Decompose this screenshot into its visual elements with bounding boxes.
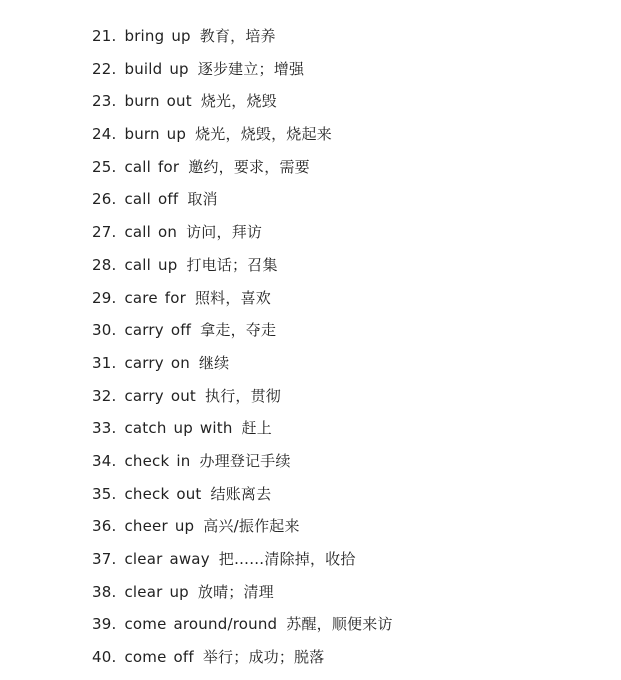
item-meaning: 逐步建立；增强: [197, 59, 305, 78]
item-number: 27.: [92, 223, 117, 242]
item-phrase: bring up: [124, 27, 191, 45]
item-number: 22.: [92, 59, 117, 78]
item-meaning: 打电话；召集: [186, 255, 278, 274]
item-number: 28.: [92, 255, 117, 274]
list-item: [92, 183, 393, 216]
list-item: [92, 314, 393, 347]
item-meaning: 放晴；清理: [197, 582, 274, 601]
list-item: [92, 85, 393, 118]
item-meaning: 苏醒，顺便来访: [286, 615, 393, 634]
item-number: 38.: [92, 582, 117, 601]
item-phrase: clear away: [124, 550, 210, 568]
item-phrase: check in: [124, 451, 191, 470]
list-item: [92, 608, 393, 641]
item-phrase: cheer up: [124, 517, 195, 536]
item-meaning: 邀约，要求，需要: [188, 157, 310, 176]
list-item: [92, 412, 393, 445]
list-item: [92, 478, 393, 511]
item-phrase: carry out: [124, 386, 196, 405]
item-number: 35.: [92, 484, 117, 503]
list-item: [92, 543, 393, 576]
item-phrase: call up: [124, 255, 178, 274]
item-phrase: come around/round: [124, 615, 278, 634]
item-number: 26.: [92, 190, 117, 209]
item-phrase: build up: [124, 59, 189, 78]
list-item: [92, 641, 393, 674]
item-phrase: come off: [124, 648, 194, 667]
item-meaning: 烧光，烧毁: [200, 92, 277, 111]
list-item: [92, 53, 393, 86]
item-meaning: 把……清除掉，收拾: [218, 550, 356, 568]
item-number: 32.: [92, 386, 117, 405]
list-item: [92, 151, 393, 184]
item-phrase: catch up with: [124, 419, 233, 438]
item-phrase: burn up: [124, 125, 187, 144]
item-number: 37.: [92, 550, 117, 568]
list-item: [92, 20, 393, 53]
item-phrase: clear up: [124, 582, 189, 601]
item-meaning: 拿走，夺走: [200, 321, 277, 340]
item-number: 30.: [92, 321, 117, 340]
item-number: 36.: [92, 517, 117, 536]
item-phrase: carry on: [124, 353, 190, 372]
item-phrase: call off: [124, 190, 179, 209]
list-item: [92, 576, 393, 609]
item-meaning: 继续: [198, 353, 230, 372]
item-meaning: 烧光，烧毁，烧起来: [195, 125, 332, 144]
item-meaning: 举行；成功；脱落: [202, 648, 325, 667]
item-meaning: 执行，贯彻: [205, 386, 282, 405]
list-item: [92, 445, 393, 478]
item-number: 25.: [92, 157, 117, 176]
item-number: 29.: [92, 288, 117, 307]
item-meaning: 办理登记手续: [199, 451, 291, 470]
item-number: 39.: [92, 615, 117, 634]
list-item: [92, 380, 393, 413]
item-phrase: carry off: [124, 321, 192, 340]
list-item: [92, 282, 393, 315]
item-number: 23.: [92, 92, 117, 111]
item-number: 34.: [92, 451, 117, 470]
item-phrase: check out: [124, 484, 202, 503]
item-number: 31.: [92, 353, 117, 372]
item-meaning: 赶上: [241, 419, 272, 438]
item-phrase: burn out: [124, 92, 192, 111]
list-item: [92, 216, 393, 249]
item-number: 24.: [92, 125, 117, 144]
item-meaning: 教育，培养: [199, 27, 276, 45]
item-phrase: care for: [124, 288, 186, 307]
item-meaning: 取消: [187, 190, 218, 209]
item-meaning: 照料，喜欢: [194, 288, 271, 307]
list-item: [92, 347, 393, 380]
item-meaning: 高兴/振作起来: [203, 517, 300, 536]
item-meaning: 结账离去: [210, 484, 272, 503]
list-item: [92, 510, 393, 543]
item-phrase: call on: [124, 223, 178, 242]
item-phrase: call for: [124, 157, 180, 176]
item-meaning: 访问，拜访: [186, 223, 263, 242]
item-number: 40.: [92, 648, 117, 667]
item-number: 33.: [92, 419, 117, 438]
list-item: [92, 249, 393, 282]
item-number: 21.: [92, 27, 117, 45]
phrase-list: [92, 20, 393, 674]
list-item: [92, 118, 393, 151]
